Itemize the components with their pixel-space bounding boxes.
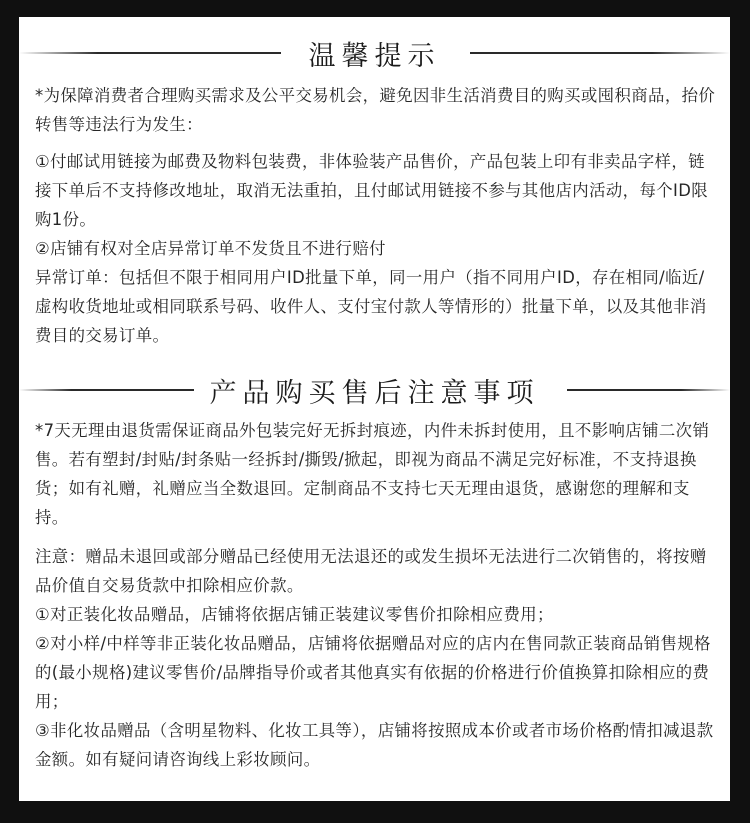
notice-panel [19,17,730,801]
section1-intro: *为保障消费者合理购买需求及公平交易机会，避免因非生活消费目的购买或囤积商品，抬价转售等违法行为发生： [35,86,716,134]
section2-rule-2: ②对小样/中样等非正装化妆品赠品，店铺将依据赠品对应的店内在售同款正装商品销售规格的(最小规格)建议零售价/品牌指导价或者其他真实有依据的价格进行价值换算扣除相应的费用； [35,634,711,711]
section1-title: 温馨提示 [295,34,455,73]
section1-abnormal-orders: 异常订单：包括但不限于相同用户ID批量下单，同一用户（指不同用户ID，存在相同/临近/虚构收货地址或相同联系号码、收件人、支付宝付款人等情形的）批量下单，以及其他非消费目的交易订单。 [35,268,707,345]
heading-divider-left [19,389,194,391]
heading-divider-left [19,52,281,54]
section2-heading [19,365,730,415]
section2-rule-1: ①对正装化妆品赠品，店铺将依据店铺正装建议零售价扣除相应费用； [35,605,554,624]
heading-divider-right [567,389,730,391]
heading-divider-right [470,52,730,54]
section2-return-policy: *7天无理由退货需保证商品外包装完好无拆封痕迹，内件未拆封使用，且不影响店铺二次销售。若有塑封/封贴/封条贴一经拆封/撕毁/掀起，即视为商品不满足完好标准，不支持退换货；如有礼赠，礼赠应当全数退回。定制商品不支持七天无理由退货，感谢您的理解和支持。 [35,421,710,527]
section2-title: 产品购买售后注意事项 [196,371,554,410]
section2-gift-rules-block [35,542,717,774]
section2-note: 注意：赠品未退回或部分赠品已经使用无法退还的或发生损坏无法进行二次销售的，将按赠品价值自交易货款中扣除相应价款。 [35,547,707,595]
section1-item-2: ②店铺有权对全店异常订单不发货且不进行赔付 [35,239,386,258]
section1-intro-block [35,81,717,139]
section1-item-1: ①付邮试用链接为邮费及物料包装费，非体验装产品售价，产品包装上印有非卖品字样，链接下单后不支持修改地址，取消无法重拍，且付邮试用链接不参与其他店内活动，每个ID限购1份。 [35,152,709,229]
section2-return-policy-block [35,416,717,532]
section2-rule-3: ③非化妆品赠品（含明星物料、化妆工具等），店铺将按照成本价或者市场价格酌情扣减退款金额。如有疑问请咨询线上彩妆顾问。 [35,721,714,769]
section1-items-block [35,147,717,350]
section1-heading [19,28,730,78]
